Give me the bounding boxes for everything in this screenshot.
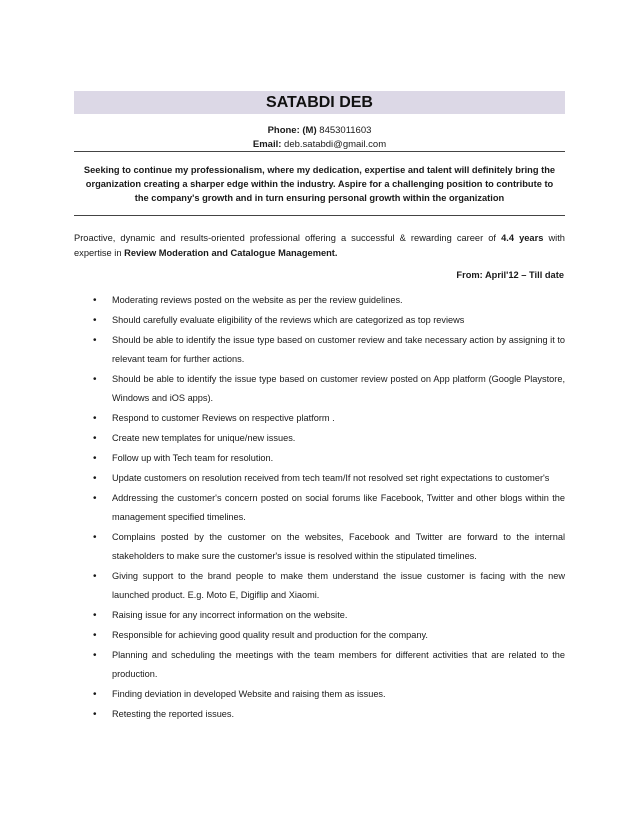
experience-years: 4.4 years	[501, 233, 544, 243]
phone-number: 8453011603	[319, 125, 372, 136]
list-item-text: Should be able to identify the issue type based on customer review and take necessary action by assigning it to relevant team for further actions.	[112, 335, 565, 364]
responsibilities-list	[93, 291, 565, 725]
list-item	[93, 489, 565, 527]
list-item	[93, 528, 565, 566]
list-item-text: Responsible for achieving good quality result and production for the company.	[112, 630, 428, 640]
list-item	[93, 606, 565, 625]
list-item	[93, 331, 565, 369]
list-item-text: Retesting the reported issues.	[112, 709, 235, 719]
bullet-icon: •	[93, 295, 97, 306]
bullet-icon: •	[93, 610, 97, 621]
list-item-text: Raising issue for any incorrect information on the website.	[112, 610, 348, 620]
list-item-text: Addressing the customer's concern posted on social forums like Facebook, Twitter and other blogs within the management specified timelines.	[112, 493, 565, 522]
list-item	[93, 705, 565, 724]
bullet-icon: •	[93, 689, 97, 700]
list-item	[93, 626, 565, 645]
professional-summary	[74, 231, 565, 261]
bullet-icon: •	[93, 374, 97, 385]
list-item	[93, 567, 565, 605]
list-item-text: Planning and scheduling the meetings with the team members for different activities that are related to the production.	[112, 650, 565, 679]
bullet-icon: •	[93, 493, 97, 504]
summary-prefix: Proactive, dynamic and results-oriented professional offering a successful & rewarding career of	[74, 233, 502, 243]
list-item-text: Giving support to the brand people to make them understand the issue customer is facing with the new launched product. E.g. Moto E, Digiflip and Xiaomi.	[112, 571, 565, 600]
list-item-text: Create new templates for unique/new issues.	[112, 433, 296, 443]
email-address: deb.satabdi@gmail.com	[284, 139, 387, 150]
email-label: Email:	[252, 139, 282, 150]
list-item-text: Moderating reviews posted on the website as per the review guidelines.	[112, 295, 403, 305]
bullet-icon: •	[93, 571, 97, 582]
list-item	[93, 469, 565, 488]
phone-line	[74, 124, 565, 138]
list-item	[93, 429, 565, 448]
bullet-icon: •	[93, 473, 97, 484]
divider-top	[74, 151, 565, 152]
bullet-icon: •	[93, 709, 97, 720]
list-item	[93, 685, 565, 704]
divider-bottom	[74, 215, 565, 216]
bullet-icon: •	[93, 630, 97, 641]
phone-label: Phone: (M)	[267, 125, 317, 136]
expertise-area: Review Moderation and Catalogue Management.	[124, 248, 338, 258]
bullet-icon: •	[93, 650, 97, 661]
candidate-name: SATABDI DEB	[74, 91, 565, 114]
list-item	[93, 311, 565, 330]
list-item	[93, 409, 565, 428]
list-item-text: Complains posted by the customer on the websites, Facebook and Twitter are forward to the internal stakeholders to make sure the customer's issue is resolved within the stipulated timelines.	[112, 532, 565, 561]
list-item	[93, 370, 565, 408]
list-item-text: Should carefully evaluate eligibility of the reviews which are categorized as top reviews	[112, 315, 465, 325]
summary-middle: with expertise in	[74, 233, 565, 258]
list-item-text: Should be able to identify the issue type based on customer review posted on App platform (Google Playstore, Windows and iOS apps).	[112, 374, 565, 403]
email-line	[74, 138, 565, 152]
bullet-icon: •	[93, 453, 97, 464]
bullet-icon: •	[93, 532, 97, 543]
list-item	[93, 291, 565, 310]
list-item-text: Follow up with Tech team for resolution.	[112, 453, 274, 463]
bullet-icon: •	[93, 413, 97, 424]
list-item	[93, 646, 565, 684]
list-item	[93, 449, 565, 468]
bullet-icon: •	[93, 335, 97, 346]
career-objective: Seeking to continue my professionalism, where my dedication, expertise and talent will definitely bring the organization creating a sharper edge within the industry. Aspire for a challenging position to contribute to the company's growth and in turn ensuring personal growth within the organization	[83, 165, 556, 203]
list-item-text: Respond to customer Reviews on respective platform .	[112, 413, 335, 423]
list-item-text: Finding deviation in developed Website and raising them as issues.	[112, 689, 386, 699]
list-item-text: Update customers on resolution received from tech team/If not resolved set right expectations to customer's	[112, 473, 550, 483]
bullet-icon: •	[93, 433, 97, 444]
bullet-icon: •	[93, 315, 97, 326]
employment-period: From: April'12 – Till date	[456, 270, 564, 280]
